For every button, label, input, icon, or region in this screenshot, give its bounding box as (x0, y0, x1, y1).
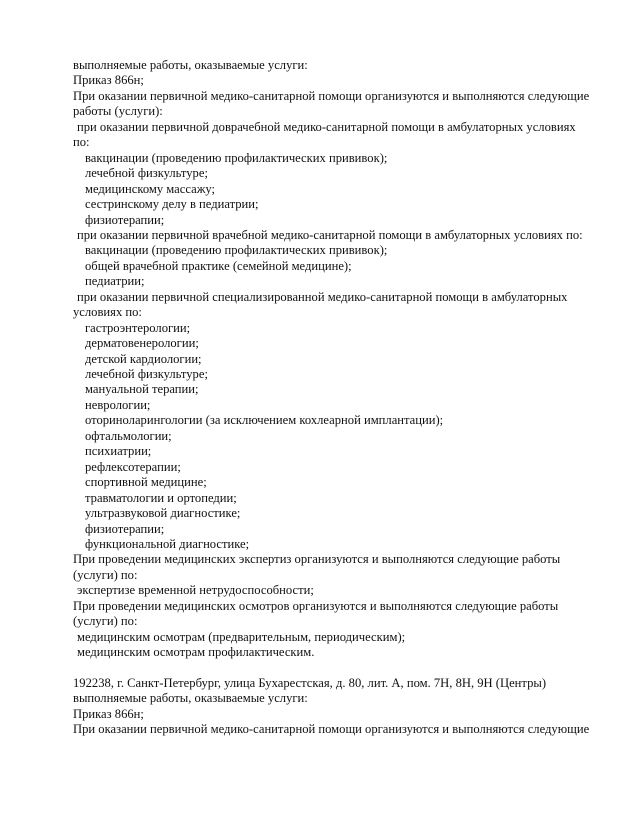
text-line: функциональной диагностике; (85, 536, 250, 551)
text-line: При проведении медицинских экспертиз организуются и выполняются следующие работы (73, 552, 561, 567)
text-line: сестринскому делу в педиатрии; (85, 197, 259, 212)
text-line: травматологии и ортопедии; (85, 490, 237, 505)
text-line: при оказании первичной специализированной медико-санитарной помощи в амбулаторных (77, 289, 568, 304)
text-line: общей врачебной практике (семейной медицине); (85, 258, 352, 273)
text-line: При проведении медицинских осмотров организуются и выполняются следующие работы (73, 598, 559, 613)
text-line: гастроэнтерологии; (85, 320, 191, 335)
text-line: При оказании первичной медико-санитарной помощи организуются и выполняются следующие (73, 722, 590, 737)
text-line: при оказании первичной врачебной медико-санитарной помощи в амбулаторных условиях по: (77, 227, 583, 242)
text-line: детской кардиологии; (85, 351, 202, 366)
text-line: медицинскому массажу; (85, 181, 216, 196)
text-line: При оказании первичной медико-санитарной помощи организуются и выполняются следующие (73, 88, 590, 103)
text-line: (услуги) по: (73, 567, 138, 582)
text-line: при оказании первичной доврачебной медико-санитарной помощи в амбулаторных условиях (77, 119, 576, 134)
text-line: неврологии; (85, 397, 151, 412)
text-line: психиатрии; (85, 444, 152, 459)
text-line: лечебной физкультуре; (85, 166, 208, 181)
text-line: медицинским осмотрам профилактическим. (77, 645, 315, 660)
text-line: мануальной терапии; (85, 382, 199, 397)
text-line: по: (73, 135, 90, 150)
text-line: дерматовенерологии; (85, 336, 199, 351)
text-line: рефлексотерапии; (85, 459, 181, 474)
text-line: спортивной медицине; (85, 475, 207, 490)
text-line: 192238, г. Санкт-Петербург, улица Бухарестская, д. 80, лит. А, пом. 7Н, 8Н, 9Н (Центры) (73, 676, 547, 690)
text-line: Приказ 866н; (73, 706, 144, 721)
text-line: педиатрии; (85, 274, 145, 289)
text-line: выполняемые работы, оказываемые услуги: (73, 58, 308, 72)
text-line: оториноларингологии (за исключением кохлеарной имплантации); (85, 413, 444, 428)
text-line: Приказ 866н; (73, 73, 144, 88)
text-line: вакцинации (проведению профилактических прививок); (85, 243, 388, 258)
text-line: физиотерапии; (85, 212, 165, 227)
text-line: вакцинации (проведению профилактических прививок); (85, 150, 388, 165)
text-line: работы (услуги): (73, 104, 163, 119)
text-line: выполняемые работы, оказываемые услуги: (73, 691, 308, 706)
text-line: медицинским осмотрам (предварительным, периодическим); (77, 629, 406, 644)
text-line: условиях по: (73, 305, 142, 320)
text-line: (услуги) по: (73, 614, 138, 629)
text-line: экспертизе временной нетрудоспособности; (77, 583, 314, 598)
text-line: ультразвуковой диагностике; (85, 506, 241, 521)
text-line: физиотерапии; (85, 521, 165, 536)
text-line: офтальмологии; (85, 428, 172, 443)
text-line: лечебной физкультуре; (85, 367, 208, 381)
